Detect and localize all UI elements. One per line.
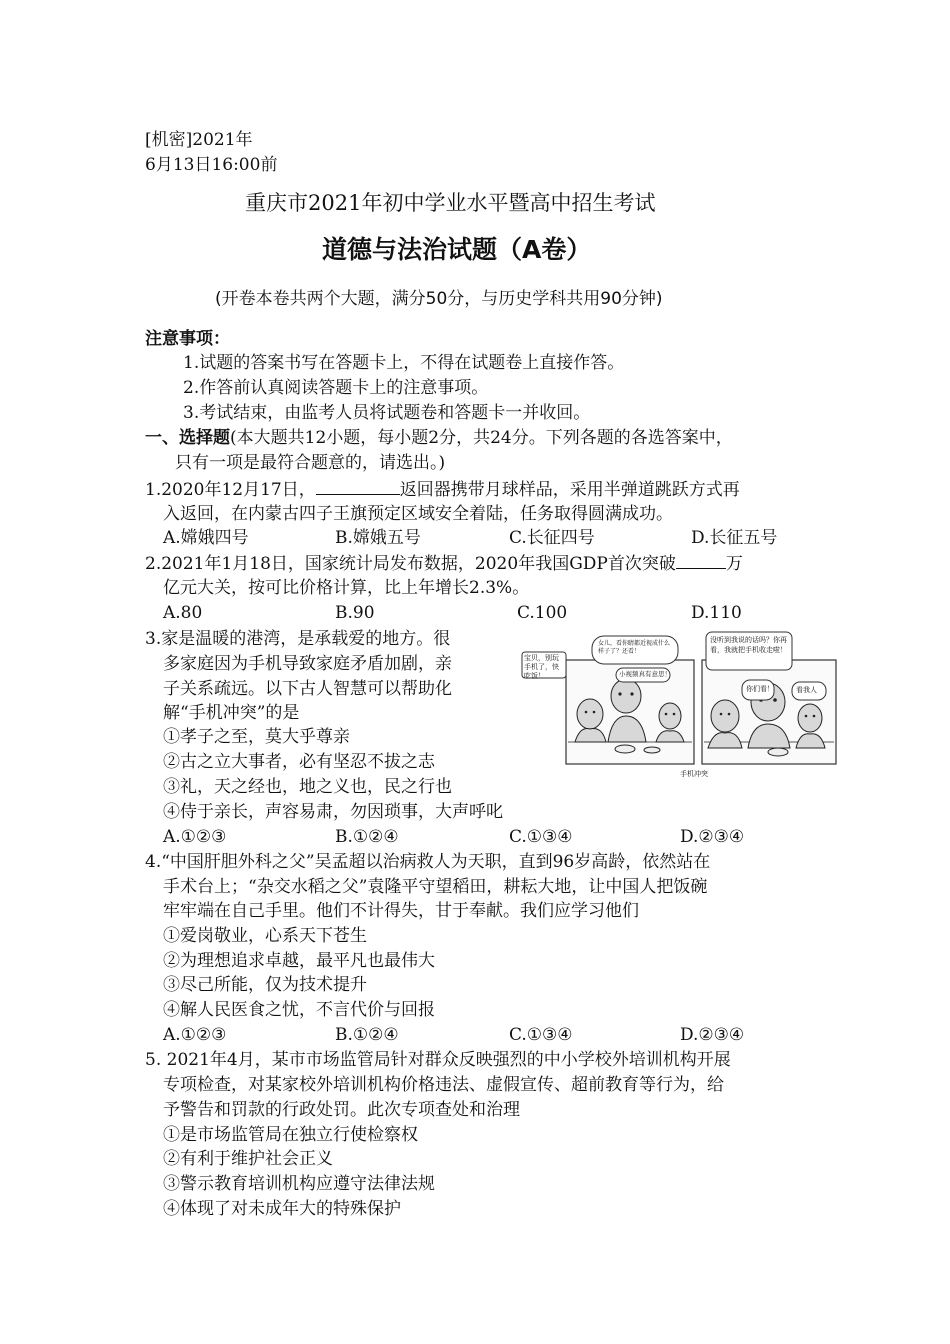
section-heading: [145, 426, 733, 451]
q4-item: ②为理想追求卓越，最平凡也最伟大: [163, 951, 435, 971]
bubble-right2-text: 看我人: [796, 686, 817, 694]
cartoon-drawing: [520, 630, 838, 784]
secret-label: [机密]2021年: [145, 130, 253, 150]
option-d[interactable]: D.②③④: [680, 827, 745, 847]
paper-subtitle: (开卷本卷共两个大题，满分50分，与历史学科共用90分钟): [215, 289, 663, 309]
section-number: 一、: [145, 428, 179, 448]
option-c[interactable]: C.100: [517, 603, 568, 623]
q3-item: ①孝子之至，莫大乎尊亲: [163, 727, 350, 747]
option-a[interactable]: A.80: [163, 603, 203, 623]
option-b[interactable]: B.①②④: [335, 827, 399, 847]
section-name: 选择题: [179, 428, 230, 448]
q5-line: 专项检查，对某家校外培训机构价格违法、虚假宣传、超前教育等行为，给: [163, 1075, 724, 1095]
phone-conflict-cartoon: [520, 630, 838, 784]
bubble-right1-text: 你们看！: [746, 685, 774, 693]
option-a[interactable]: A.嫦娥四号: [163, 528, 249, 548]
note-item: 3.考试结束，由监考人员将试题卷和答题卡一并收回。: [183, 403, 591, 423]
q5-item: ②有利于维护社会正义: [163, 1149, 333, 1169]
q2-line: [145, 551, 743, 577]
exam-title: 重庆市2021年初中学业水平暨高中招生考试: [245, 191, 656, 215]
option-b[interactable]: B.①②④: [335, 1025, 399, 1045]
q5-item: ④体现了对未成年大的特殊保护: [163, 1199, 401, 1219]
q5-line: 予警告和罚款的行政处罚。此次专项查处和治理: [163, 1100, 520, 1120]
q3-line: 解“手机冲突”的是: [163, 703, 300, 723]
q1-line: 入返回，在内蒙古四子王旗预定区域安全着陆，任务取得圆满成功。: [163, 504, 673, 524]
deadline-label: 6月13日16:00前: [145, 155, 278, 175]
option-c[interactable]: C.①③④: [509, 827, 573, 847]
option-d[interactable]: D.110: [691, 603, 742, 623]
option-a[interactable]: A.①②③: [163, 1025, 227, 1045]
q5-item: ③警示教育培训机构应遵守法律法规: [163, 1174, 435, 1194]
cartoon-caption: 手机冲突: [680, 770, 708, 778]
q4-line: 牢牢端在自己手里。他们不计得失，甘于奉献。我们应学习他们: [163, 901, 639, 921]
q3-item: ②古之立大事者，必有坚忍不拔之志: [163, 752, 435, 772]
option-c[interactable]: C.①③④: [509, 1025, 573, 1045]
bubble-mom-text: 宝贝，别玩手机了，快吃饭！: [524, 654, 559, 680]
option-b[interactable]: B.90: [335, 603, 375, 623]
q3-item: ③礼，天之经也，地之义也，民之行也: [163, 777, 452, 797]
q5-line: 5. 2021年4月，某市市场监管局针对群众反映强烈的中小学校外培训机构开展: [145, 1050, 731, 1070]
section-desc: (本大题共12小题，每小题2分，共24分。下列各题的各选答案中，: [230, 428, 733, 448]
option-c[interactable]: C.长征四号: [509, 528, 595, 548]
q5-item: ①是市场监管局在独立行使检察权: [163, 1125, 418, 1145]
section-desc-cont: 只有一项是最符合题意的，请选出。): [175, 453, 446, 473]
note-item: 1.试题的答案书写在答题卡上，不得在试题卷上直接作答。: [183, 353, 625, 373]
q2-text-b: 万: [725, 554, 743, 574]
q4-line: 手术台上；“杂交水稻之父”袁隆平守望稻田，耕耘大地，让中国人把饭碗: [163, 877, 708, 897]
q1-text-b: 返回器携带月球样品，采用半弹道跳跃方式再: [399, 480, 740, 500]
option-a[interactable]: A.①②③: [163, 827, 227, 847]
q3-line: 多家庭因为手机导致家庭矛盾加剧，亲: [163, 654, 452, 674]
option-b[interactable]: B.嫦娥五号: [335, 528, 421, 548]
q4-item: ①爱岗敬业，心系天下苍生: [163, 926, 367, 946]
q4-line: 4.“中国肝胆外科之父”吴孟超以治病救人为天职，直到96岁高龄，依然站在: [145, 852, 711, 872]
note-item: 2.作答前认真阅读答题卡上的注意事项。: [183, 378, 489, 398]
answer-blank: [316, 477, 400, 495]
q4-item: ④解人民医食之忧，不言代价与回报: [163, 1000, 435, 1020]
bubble-girl-text: 女儿，看你睛都近视成什么样子了？还看！: [598, 640, 671, 655]
option-d[interactable]: D.长征五号: [691, 528, 778, 548]
q2-line: 亿元大关，按可比价格计算，比上年增长2.3%。: [163, 578, 530, 598]
q1-text-a: 1.2020年12月17日，: [145, 480, 316, 500]
answer-blank: [676, 551, 726, 569]
paper-title: 道德与法治试题（A卷）: [322, 235, 592, 264]
q3-item: ④侍于亲长，声容易肃，勿因琐事，大声呼叱: [163, 802, 503, 822]
bubble-child-text: 没听到我说的话吗？你再看，我就把手机收走啦！: [710, 636, 787, 654]
q3-line: 子关系疏远。以下古人智慧可以帮助化: [163, 679, 452, 699]
q4-item: ③尽己所能，仅为技术提升: [163, 975, 367, 995]
q3-line: 3.家是温暖的港湾，是承载爱的地方。很: [145, 629, 451, 649]
bubble-dad-text: 小视频真有意思！: [619, 670, 671, 678]
q2-text-a: 2.2021年1月18日，国家统计局发布数据，2020年我国GDP首次突破: [145, 554, 676, 574]
q1-line: [145, 477, 740, 503]
option-d[interactable]: D.②③④: [680, 1025, 745, 1045]
notes-heading: 注意事项：: [145, 329, 230, 349]
